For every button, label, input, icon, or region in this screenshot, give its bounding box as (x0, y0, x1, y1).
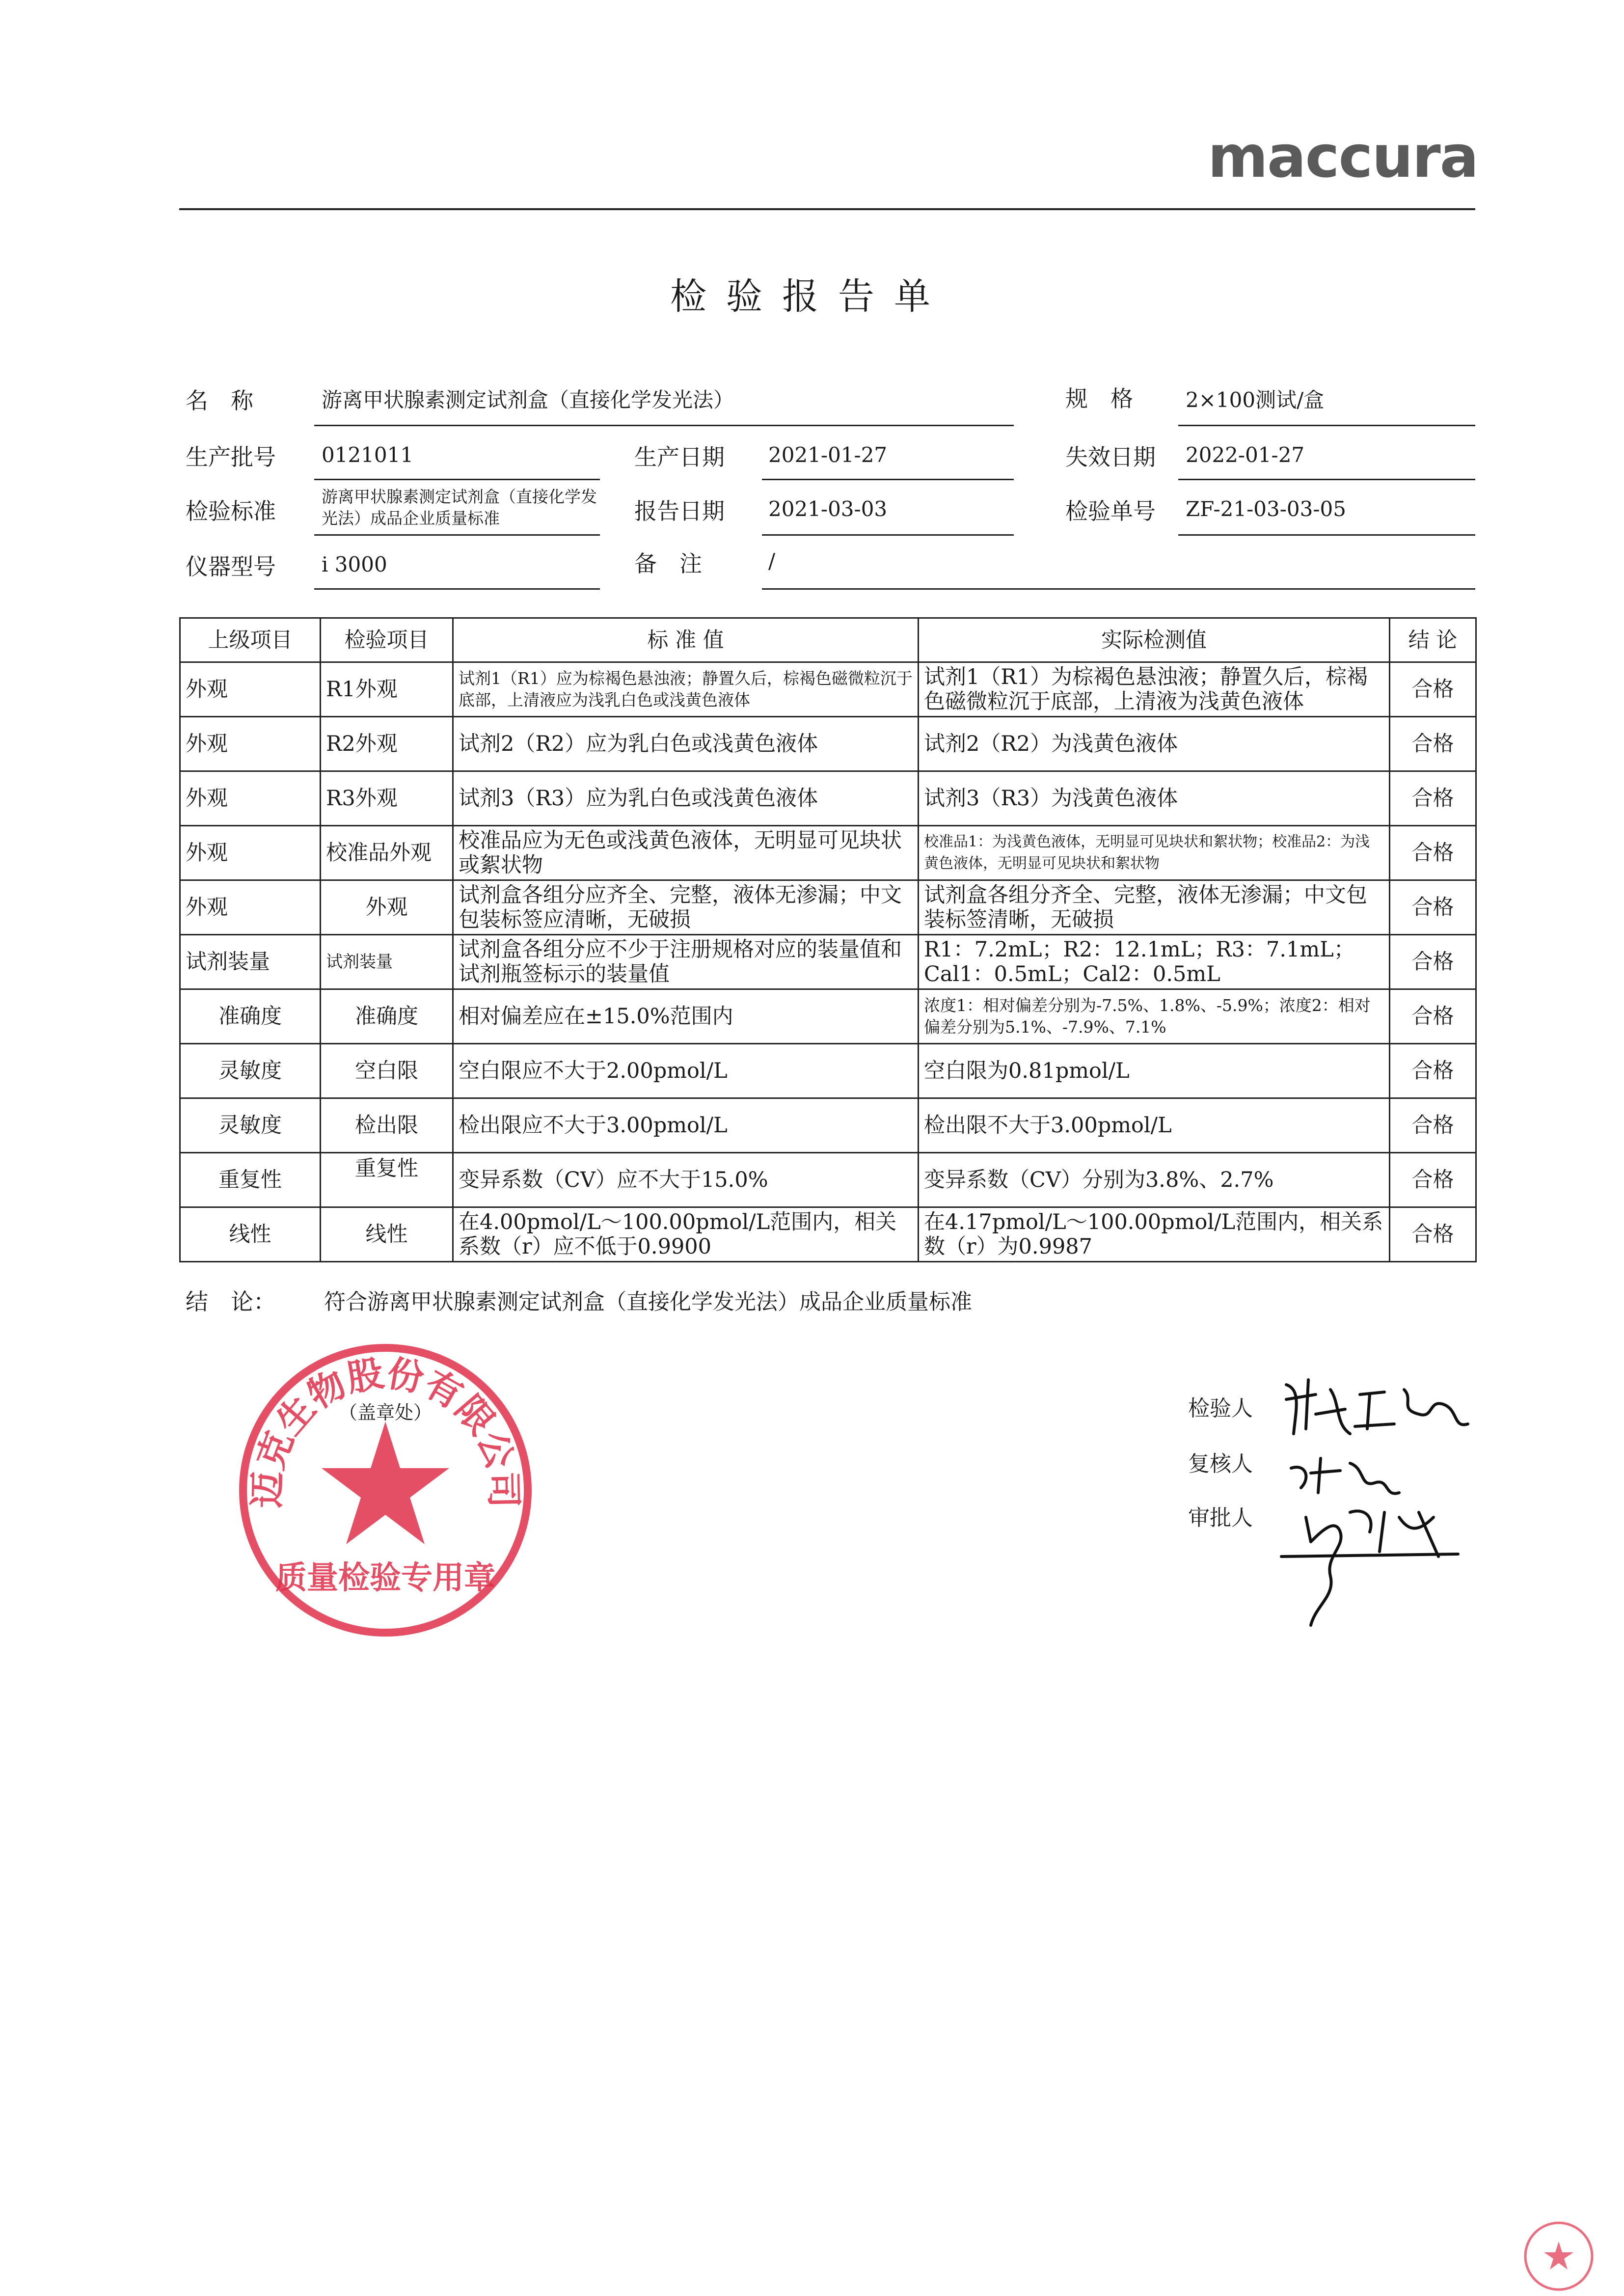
cell-standard: 试剂盒各组分应齐全、完整，液体无渗漏；中文包装标签应清晰，无破损 (453, 880, 919, 935)
cell-item: 外观 (321, 880, 453, 935)
cell-standard: 试剂盒各组分应不少于注册规格对应的装量值和试剂瓶签标示的装量值 (453, 935, 919, 989)
report-date-underline (762, 534, 1014, 536)
cell-parent: 重复性 (180, 1153, 321, 1207)
page-title: 检验报告单 (670, 275, 950, 318)
table-row (180, 935, 1476, 989)
report-no-underline (1178, 534, 1475, 536)
cell-parent: 外观 (180, 662, 321, 717)
report-no-label: 检验单号 (1065, 498, 1156, 524)
report-date-label: 报告日期 (634, 498, 725, 524)
cell-standard: 校准品应为无色或浅黄色液体，无明显可见块状或絮状物 (453, 826, 919, 880)
cell-parent: 灵敏度 (180, 1044, 321, 1098)
cell-result: R1：7.2mL；R2：12.1mL；R3：7.1mL；Cal1：0.5mL；Cal2：0.5mL (919, 935, 1390, 989)
prod-date-underline (762, 479, 1014, 480)
batch-underline (314, 479, 600, 480)
header-cell-conclusion: 结 论 (1390, 618, 1476, 662)
cell-item: R1外观 (321, 662, 453, 717)
cell-parent: 灵敏度 (180, 1098, 321, 1153)
table-row (180, 1098, 1476, 1153)
reviewer-label: 复核人 (1188, 1451, 1253, 1476)
cell-result: 检出限不大于3.00pmol/L (919, 1098, 1390, 1153)
cell-item: 校准品外观 (321, 826, 453, 880)
remark-label: 备 注 (634, 550, 702, 577)
cell-conclusion: 合格 (1390, 662, 1476, 717)
name-value: 游离甲状腺素测定试剂盒（直接化学发光法） (322, 388, 734, 412)
cell-conclusion: 合格 (1390, 717, 1476, 771)
cell-result: 校准品1：为浅黄色液体，无明显可见块状和絮状物；校准品2：为浅黄色液体，无明显可见块状和絮状物 (919, 826, 1390, 880)
table-row (180, 826, 1476, 880)
name-underline (314, 425, 1014, 426)
instrument-value: i 3000 (322, 552, 387, 576)
cell-parent: 外观 (180, 717, 321, 771)
report-date-value: 2021-03-03 (768, 497, 888, 521)
standard-underline (314, 534, 600, 536)
table-row (180, 662, 1476, 717)
cell-result: 试剂盒各组分齐全、完整，液体无渗漏；中文包装标签清晰，无破损 (919, 880, 1390, 935)
cell-result: 试剂1（R1）为棕褐色悬浊液；静置久后，棕褐色磁微粒沉于底部，上清液为浅黄色液体 (919, 662, 1390, 717)
expiry-value: 2022-01-27 (1186, 443, 1305, 467)
results-table (179, 617, 1477, 1262)
table-header-row (180, 618, 1476, 662)
cell-item: 空白限 (321, 1044, 453, 1098)
company-logo: maccura (1208, 123, 1478, 191)
cell-conclusion: 合格 (1390, 1044, 1476, 1098)
cell-standard: 试剂2（R2）应为乳白色或浅黄色液体 (453, 717, 919, 771)
remark-value: / (768, 549, 776, 573)
cell-parent: 线性 (180, 1207, 321, 1262)
table-row (180, 1044, 1476, 1098)
cell-conclusion: 合格 (1390, 880, 1476, 935)
cell-standard: 相对偏差应在±15.0%范围内 (453, 989, 919, 1044)
spec-label: 规 格 (1065, 385, 1133, 412)
cell-standard: 试剂3（R3）应为乳白色或浅黄色液体 (453, 771, 919, 826)
company-seal (231, 1328, 540, 1638)
cell-item: 检出限 (321, 1098, 453, 1153)
cell-parent: 外观 (180, 771, 321, 826)
cell-conclusion: 合格 (1390, 989, 1476, 1044)
cell-parent: 外观 (180, 880, 321, 935)
cell-item: 准确度 (321, 989, 453, 1044)
cell-result: 空白限为0.81pmol/L (919, 1044, 1390, 1098)
cell-item: 重复性 (321, 1153, 453, 1207)
corner-seal-icon (1522, 2219, 1596, 2293)
seal-purpose-text: 质量检验专用章 (275, 1560, 495, 1596)
conclusion-label: 结 论： (186, 1288, 276, 1315)
cell-conclusion: 合格 (1390, 826, 1476, 880)
cell-result: 变异系数（CV）分别为3.8%、2.7% (919, 1153, 1390, 1207)
expiry-underline (1178, 479, 1475, 480)
cell-result: 浓度1：相对偏差分别为-7.5%、1.8%、-5.9%；浓度2：相对偏差分别为5.1%、-7.9%、7.1% (919, 989, 1390, 1044)
cell-result: 试剂3（R3）为浅黄色液体 (919, 771, 1390, 826)
prod-date-label: 生产日期 (634, 444, 725, 470)
table-row (180, 1207, 1476, 1262)
name-label: 名 称 (186, 387, 253, 414)
cell-conclusion: 合格 (1390, 1207, 1476, 1262)
cell-standard: 变异系数（CV）应不大于15.0% (453, 1153, 919, 1207)
expiry-label: 失效日期 (1065, 444, 1156, 470)
cell-conclusion: 合格 (1390, 771, 1476, 826)
cell-item: 试剂装量 (321, 935, 453, 989)
header-cell-parent: 上级项目 (180, 618, 321, 662)
table-row (180, 717, 1476, 771)
table-row (180, 880, 1476, 935)
cell-parent: 准确度 (180, 989, 321, 1044)
handwritten-signatures (1272, 1370, 1478, 1645)
approver-label: 审批人 (1188, 1505, 1253, 1531)
instrument-label: 仪器型号 (186, 553, 276, 580)
spec-value: 2×100测试/盒 (1186, 388, 1325, 412)
report-no-value: ZF-21-03-03-05 (1186, 497, 1346, 521)
header-cell-standard: 标 准 值 (453, 618, 919, 662)
spec-underline (1178, 425, 1475, 426)
cell-standard: 试剂1（R1）应为棕褐色悬浊液；静置久后，棕褐色磁微粒沉于底部，上清液应为浅乳白色或浅黄色液体 (453, 662, 919, 717)
standard-value: 游离甲状腺素测定试剂盒（直接化学发光法）成品企业质量标准 (322, 487, 597, 528)
header-cell-result: 实际检测值 (919, 618, 1390, 662)
header-divider (179, 208, 1475, 210)
table-row (180, 771, 1476, 826)
table-row (180, 1153, 1476, 1207)
batch-label: 生产批号 (186, 444, 276, 470)
cell-parent: 外观 (180, 826, 321, 880)
seal-star-icon (322, 1421, 449, 1544)
cell-result: 在4.17pmol/L～100.00pmol/L范围内，相关系数（r）为0.9987 (919, 1207, 1390, 1262)
cell-item: R2外观 (321, 717, 453, 771)
prod-date-value: 2021-01-27 (768, 443, 888, 467)
standard-label: 检验标准 (186, 498, 276, 524)
cell-standard: 空白限应不大于2.00pmol/L (453, 1044, 919, 1098)
table-row (180, 989, 1476, 1044)
instrument-underline (314, 588, 600, 590)
header-cell-item: 检验项目 (321, 618, 453, 662)
cell-item: R3外观 (321, 771, 453, 826)
seal-note-text: （盖章处） (338, 1402, 433, 1423)
cell-standard: 检出限应不大于3.00pmol/L (453, 1098, 919, 1153)
cell-result: 试剂2（R2）为浅黄色液体 (919, 717, 1390, 771)
seal-company-text: 迈克生物股份有限公司 (246, 1352, 525, 1508)
cell-standard: 在4.00pmol/L～100.00pmol/L范围内，相关系数（r）应不低于0.9900 (453, 1207, 919, 1262)
cell-conclusion: 合格 (1390, 1153, 1476, 1207)
cell-parent: 试剂装量 (180, 935, 321, 989)
conclusion-value: 符合游离甲状腺素测定试剂盒（直接化学发光法）成品企业质量标准 (324, 1289, 972, 1314)
remark-underline (762, 588, 1475, 590)
cell-conclusion: 合格 (1390, 935, 1476, 989)
batch-value: 0121011 (322, 443, 414, 467)
cell-conclusion: 合格 (1390, 1098, 1476, 1153)
inspector-label: 检验人 (1188, 1396, 1253, 1421)
cell-item: 线性 (321, 1207, 453, 1262)
